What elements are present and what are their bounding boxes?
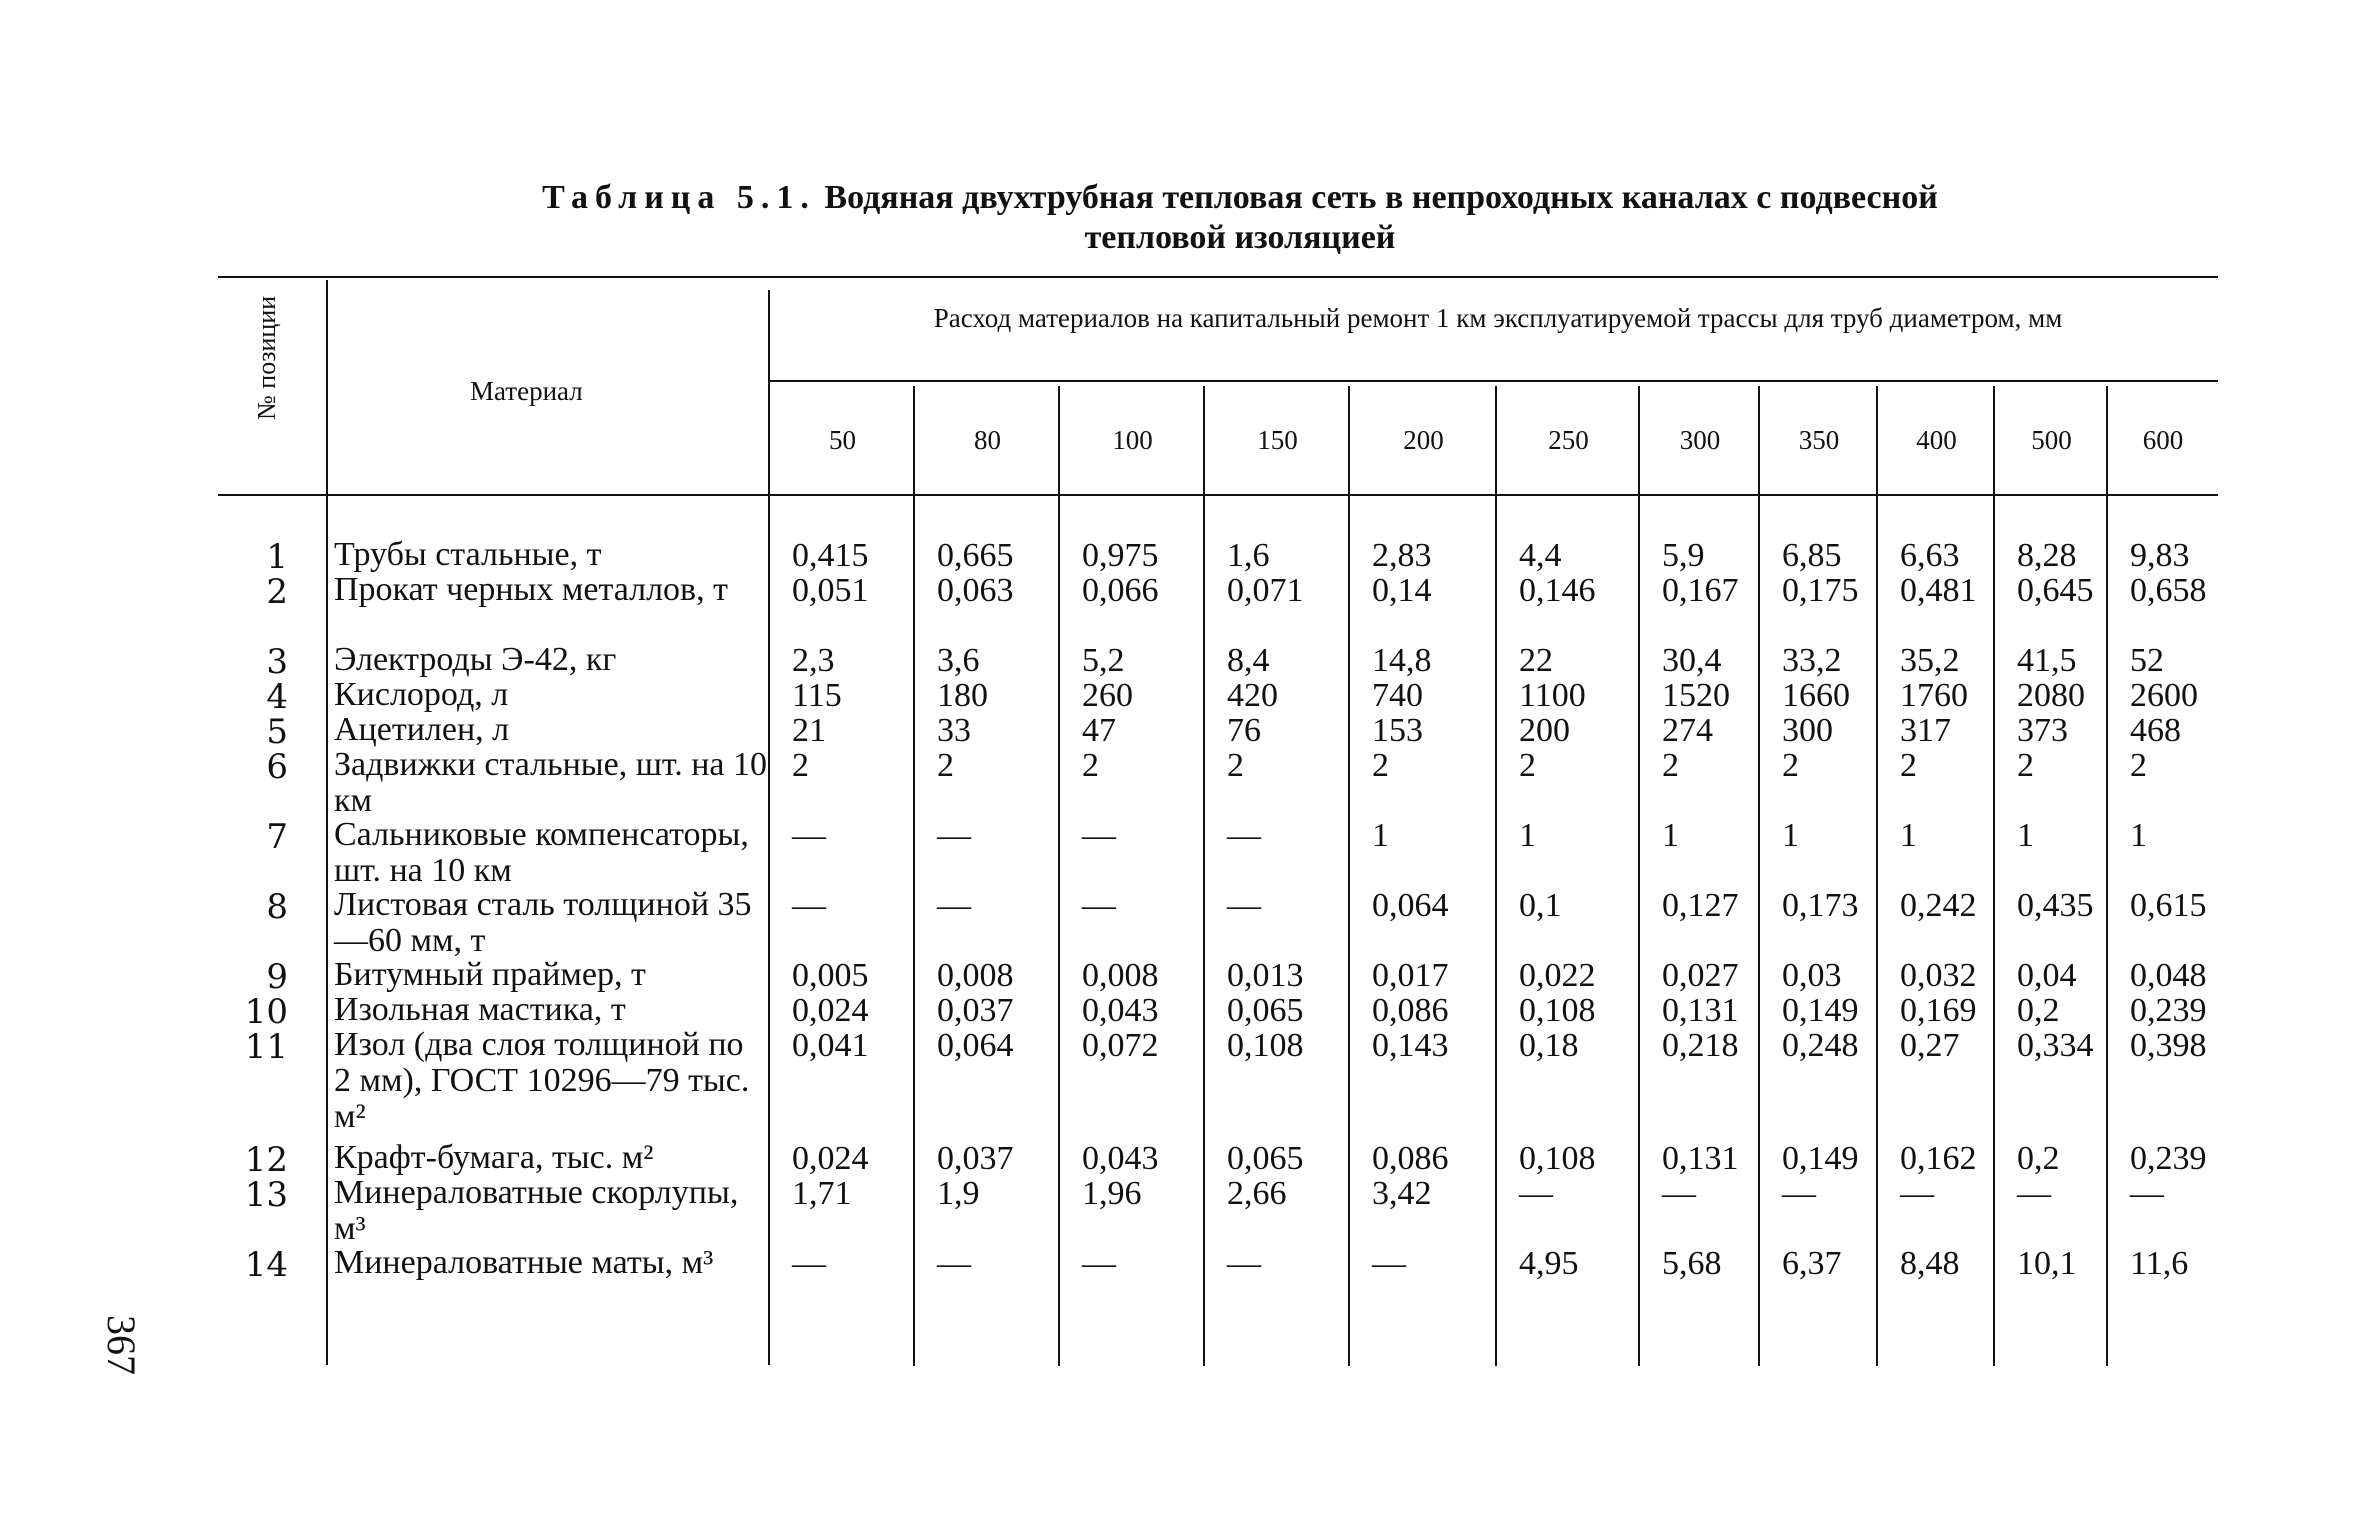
table-cell: 0,146	[1519, 572, 1596, 609]
table-cell: 0,008	[937, 957, 1014, 994]
material-name: Битумный праймер, т	[334, 956, 646, 993]
material-name: Сальниковые компенсаторы, шт. на 10 км	[334, 816, 749, 889]
table-cell: 0,051	[792, 572, 869, 609]
table-cell: 2,83	[1372, 537, 1432, 574]
table-cell: 6,63	[1900, 537, 1960, 574]
table-cell: 0,108	[1519, 992, 1596, 1029]
table-cell: 5,2	[1082, 642, 1125, 679]
diameter-header: 150	[1257, 425, 1298, 455]
table-cell: 2	[1082, 747, 1099, 784]
table-cell: 0,072	[1082, 1027, 1159, 1064]
table-cell: 317	[1900, 712, 1951, 749]
table-cell: —	[792, 817, 826, 854]
table-cell: 41,5	[2017, 642, 2077, 679]
position-divider	[326, 280, 328, 1365]
material-name: Электроды Э-42, кг	[334, 641, 617, 678]
table-cell: 5,68	[1662, 1245, 1722, 1282]
table-cell: —	[1227, 1245, 1261, 1282]
table-cell: —	[937, 1245, 971, 1282]
table-cell: 0,008	[1082, 957, 1159, 994]
table-cell: 1760	[1900, 677, 1968, 714]
material-name: Прокат черных металлов, т	[334, 571, 728, 608]
table-cell: 0,1	[1519, 887, 1562, 924]
table-cell: 0,481	[1900, 572, 1977, 609]
table-cell: 0,131	[1662, 992, 1739, 1029]
table-cell: 2	[792, 747, 809, 784]
header-bottom-rule	[218, 494, 2218, 496]
diameter-header: 100	[1112, 425, 1153, 455]
table-cell: 2,66	[1227, 1175, 1287, 1212]
row-number: 9	[266, 957, 288, 997]
table-cell: 0,218	[1662, 1027, 1739, 1064]
table-cell: 33	[937, 712, 971, 749]
table-cell: 2	[937, 747, 954, 784]
material-name: Изольная мастика, т	[334, 991, 626, 1028]
table-cell: 1,9	[937, 1175, 980, 1212]
table-cell: 0,108	[1519, 1140, 1596, 1177]
row-number: 13	[244, 1175, 288, 1215]
diameter-header: 50	[829, 425, 856, 455]
table-cell: 4,95	[1519, 1245, 1579, 1282]
table-cell: 0,242	[1900, 887, 1977, 924]
table-cell: 1	[2017, 817, 2034, 854]
table-cell: 0,032	[1900, 957, 1977, 994]
position-header: № позиции	[252, 295, 281, 420]
column-divider	[1058, 386, 1060, 1366]
table-cell: 2	[1227, 747, 1244, 784]
table-cell: 0,048	[2130, 957, 2207, 994]
table-cell: 76	[1227, 712, 1261, 749]
table-cell: 0,169	[1900, 992, 1977, 1029]
table-caption	[360, 178, 2120, 258]
table-cell: 8,4	[1227, 642, 1270, 679]
table-cell: —	[1519, 1175, 1553, 1212]
row-number: 3	[266, 642, 288, 682]
table-cell: 35,2	[1900, 642, 1960, 679]
row-number: 5	[266, 712, 288, 752]
table-cell: 0,086	[1372, 1140, 1449, 1177]
table-cell: 30,4	[1662, 642, 1722, 679]
material-name: Ацетилен, л	[334, 711, 510, 748]
table-cell: 0,063	[937, 572, 1014, 609]
table-cell: —	[792, 1245, 826, 1282]
table-cell: 0,658	[2130, 572, 2207, 609]
diameter-header: 80	[974, 425, 1001, 455]
column-divider	[1203, 386, 1205, 1366]
table-cell: 0,2	[2017, 1140, 2060, 1177]
table-cell: 0,108	[1227, 1027, 1304, 1064]
material-name: Задвижки стальные, шт. на 10 км	[334, 746, 768, 819]
table-cell: 0,013	[1227, 957, 1304, 994]
table-cell: 8,28	[2017, 537, 2077, 574]
table-cell: 1,96	[1082, 1175, 1142, 1212]
material-name: Крафт-бумага, тыс. м²	[334, 1139, 654, 1176]
table-cell: 0,024	[792, 992, 869, 1029]
table-cell: 0,248	[1782, 1027, 1859, 1064]
top-rule	[218, 276, 2218, 278]
table-cell: —	[1227, 817, 1261, 854]
table-cell: 0,086	[1372, 992, 1449, 1029]
material-name: Листовая сталь толщиной 35—60 мм, т	[334, 886, 752, 959]
row-number: 10	[244, 992, 288, 1032]
table-cell: 1	[1662, 817, 1679, 854]
row-number: 6	[266, 747, 288, 787]
table-cell: 0,024	[792, 1140, 869, 1177]
table-cell: 2	[1782, 747, 1799, 784]
table-cell: 21	[792, 712, 826, 749]
table-cell: 0,239	[2130, 992, 2207, 1029]
table-cell: 420	[1227, 677, 1278, 714]
table-cell: 2	[1372, 747, 1389, 784]
table-cell: 3,42	[1372, 1175, 1432, 1212]
table-cell: —	[937, 817, 971, 854]
table-cell: 274	[1662, 712, 1713, 749]
table-cell: —	[2130, 1175, 2164, 1212]
table-cell: —	[1782, 1175, 1816, 1212]
table-cell: 0,14	[1372, 572, 1432, 609]
column-divider	[1993, 386, 1995, 1366]
table-cell: 0,127	[1662, 887, 1739, 924]
table-cell: 0,415	[792, 537, 869, 574]
table-cell: 0,131	[1662, 1140, 1739, 1177]
column-divider	[1638, 386, 1640, 1366]
table-cell: 47	[1082, 712, 1116, 749]
table-cell: 0,065	[1227, 1140, 1304, 1177]
column-divider	[1758, 386, 1760, 1366]
table-cell: 1,6	[1227, 537, 1270, 574]
table-cell: 0,005	[792, 957, 869, 994]
table-cell: 1	[1782, 817, 1799, 854]
table-cell: 6,37	[1782, 1245, 1842, 1282]
table-cell: —	[1900, 1175, 1934, 1212]
table-cell: 300	[1782, 712, 1833, 749]
table-cell: —	[937, 887, 971, 924]
table-cell: 740	[1372, 677, 1423, 714]
row-number: 11	[244, 1027, 288, 1067]
table-cell: 4,4	[1519, 537, 1562, 574]
table-cell: 1,71	[792, 1175, 852, 1212]
table-cell: 0,065	[1227, 992, 1304, 1029]
caption-label: Таблица 5.1.	[542, 179, 816, 216]
row-number: 7	[266, 817, 288, 857]
table-cell: 0,043	[1082, 992, 1159, 1029]
group-header: Расход материалов на капитальный ремонт 1 км эксплуатируемой трассы для труб диаметром, мм	[933, 303, 2063, 333]
table-cell: 0,064	[1372, 887, 1449, 924]
table-cell: 0,027	[1662, 957, 1739, 994]
table-cell: 2	[1900, 747, 1917, 784]
table-cell: 0,037	[937, 1140, 1014, 1177]
table-cell: 10,1	[2017, 1245, 2077, 1282]
table-cell: —	[1082, 817, 1116, 854]
column-divider	[1876, 386, 1878, 1366]
table-cell: 0,022	[1519, 957, 1596, 994]
table-cell: 2	[1662, 747, 1679, 784]
table-cell: 0,2	[2017, 992, 2060, 1029]
table-cell: 0,149	[1782, 1140, 1859, 1177]
table-cell: —	[792, 887, 826, 924]
table-cell: 1	[2130, 817, 2147, 854]
table-cell: 0,239	[2130, 1140, 2207, 1177]
table-cell: 2,3	[792, 642, 835, 679]
column-divider	[913, 386, 915, 1366]
table-cell: 9,83	[2130, 537, 2190, 574]
table-cell: 2	[2130, 747, 2147, 784]
table-cell: 0,064	[937, 1027, 1014, 1064]
table-cell: 0,162	[1900, 1140, 1977, 1177]
table-cell: 0,398	[2130, 1027, 2207, 1064]
material-name: Трубы стальные, т	[334, 536, 602, 573]
table-cell: 153	[1372, 712, 1423, 749]
row-number: 1	[266, 537, 288, 577]
table-cell: 14,8	[1372, 642, 1432, 679]
table-cell: 0,041	[792, 1027, 869, 1064]
table-cell: 2	[1519, 747, 1536, 784]
table-cell: 0,143	[1372, 1027, 1449, 1064]
row-number: 4	[266, 677, 288, 717]
row-number: 8	[266, 887, 288, 927]
table-cell: 6,85	[1782, 537, 1842, 574]
table-cell: —	[1082, 887, 1116, 924]
table-cell: 8,48	[1900, 1245, 1960, 1282]
table-cell: —	[1662, 1175, 1696, 1212]
table-cell: 0,334	[2017, 1027, 2094, 1064]
table-cell: —	[1082, 1245, 1116, 1282]
diameter-header: 250	[1548, 425, 1589, 455]
table-cell: 200	[1519, 712, 1570, 749]
diameter-header: 400	[1916, 425, 1957, 455]
caption-title-line2: тепловой изоляцией	[1084, 219, 1396, 256]
table-cell: 0,071	[1227, 572, 1304, 609]
table-cell: 2600	[2130, 677, 2198, 714]
table-cell: 260	[1082, 677, 1133, 714]
material-header: Материал	[470, 376, 583, 406]
table-cell: 1	[1900, 817, 1917, 854]
material-name: Минераловатные скорлупы, м³	[334, 1174, 739, 1247]
table-cell: 33,2	[1782, 642, 1842, 679]
table-cell: 52	[2130, 642, 2164, 679]
row-number: 12	[244, 1140, 288, 1180]
group-header-rule	[770, 380, 2218, 382]
table-cell: 0,167	[1662, 572, 1739, 609]
row-number: 14	[244, 1245, 288, 1285]
diameter-header: 350	[1798, 425, 1840, 455]
table-cell: 3,6	[937, 642, 980, 679]
table-cell: 1	[1519, 817, 1536, 854]
table-cell: 0,066	[1082, 572, 1159, 609]
table-cell: 1520	[1662, 677, 1730, 714]
table-cell: 0,017	[1372, 957, 1449, 994]
table-cell: —	[1227, 887, 1261, 924]
table-cell: 0,975	[1082, 537, 1159, 574]
table-cell: 0,043	[1082, 1140, 1159, 1177]
material-name: Минераловатные маты, м³	[334, 1244, 714, 1281]
column-divider	[1348, 386, 1350, 1366]
table-cell: 0,04	[2017, 957, 2077, 994]
table-cell: 0,645	[2017, 572, 2094, 609]
table-cell: 22	[1519, 642, 1553, 679]
table-cell: 115	[792, 677, 842, 714]
table-cell: —	[1372, 1245, 1406, 1282]
table-cell: 180	[937, 677, 988, 714]
table-cell: 0,18	[1519, 1027, 1579, 1064]
row-number: 2	[266, 572, 288, 612]
table-cell: 1	[1372, 817, 1389, 854]
table-cell: 468	[2130, 712, 2181, 749]
table-cell: 1100	[1519, 677, 1586, 714]
table-cell: 11,6	[2130, 1245, 2189, 1282]
table-cell: 0,03	[1782, 957, 1842, 994]
diameter-header: 300	[1679, 425, 1721, 455]
table-cell: 0,149	[1782, 992, 1859, 1029]
page-number: 367	[99, 1315, 144, 1375]
material-name: Изол (два слоя толщиной по 2 мм), ГОСТ 10296—79 тыс. м²	[334, 1026, 750, 1135]
table-cell: 0,173	[1782, 887, 1859, 924]
table-cell: 373	[2017, 712, 2068, 749]
table-cell: —	[2017, 1175, 2051, 1212]
diameter-header: 500	[2031, 425, 2072, 455]
material-name: Кислород, л	[334, 676, 509, 713]
caption-title-line1: Водяная двухтрубная тепловая сеть в непроходных каналах с подвесной	[824, 179, 1938, 216]
table-cell: 5,9	[1662, 537, 1705, 574]
table-cell: 0,037	[937, 992, 1014, 1029]
diameter-header: 200	[1403, 425, 1444, 455]
column-divider	[1495, 386, 1497, 1366]
table-cell: 2080	[2017, 677, 2085, 714]
diameter-header: 600	[2142, 425, 2184, 455]
table-cell: 0,615	[2130, 887, 2207, 924]
table-cell: 2	[2017, 747, 2034, 784]
table-cell: 0,27	[1900, 1027, 1960, 1064]
table-cell: 0,665	[937, 537, 1014, 574]
table-cell: 0,175	[1782, 572, 1859, 609]
table-cell: 0,435	[2017, 887, 2094, 924]
column-divider	[2106, 386, 2108, 1366]
table-cell: 1660	[1782, 677, 1850, 714]
